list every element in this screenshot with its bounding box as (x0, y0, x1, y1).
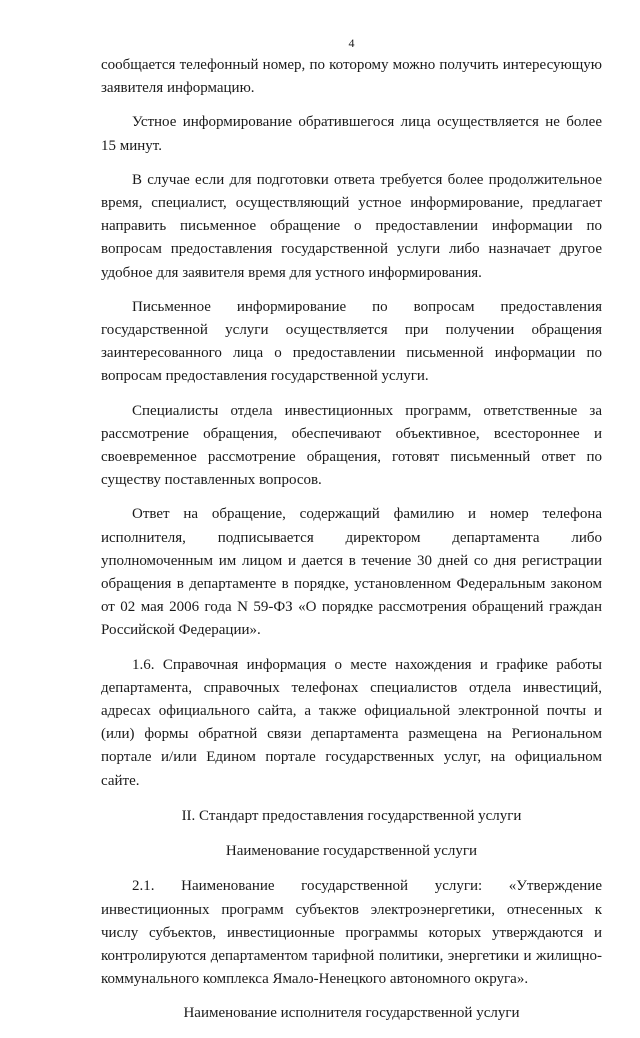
subheading-service-executor: Наименование исполнителя государственной услуги (183, 1005, 520, 1022)
document-body (101, 54, 602, 1038)
document-page (101, 0, 602, 1022)
section-2-title: II. Стандарт предоставления государственной услуги (181, 807, 522, 824)
paragraph-phone-info: сообщается телефонный номер, по которому можно получить интересующую заявителя информацию. (101, 57, 602, 97)
paragraph-longer-preparation: В случае если для подготовки ответа требуется более продолжительное время, специалист, осуществляющий устное информирование, предлагает направить письменное обращение о предоставлении информации по вопросам предоставления государственной услуги либо назначает другое удобное для заявителя время для устного информирования. (101, 171, 602, 281)
paragraph-specialists: Специалисты отдела инвестиционных программ, ответственные за рассмотрение обращения, обеспечивают объективное, всестороннее и своевременное рассмотрение обращения, готовят письменный ответ по существу поставленных вопросов. (101, 402, 602, 489)
paragraph-2-1-service-name: 2.1. Наименование государственной услуги: «Утверждение инвестиционных программ субъектов электроэнергетики, отнесенных к числу субъектов, инвестиционные программы которых утверждаются и контролируются департаментом тарифной политики, энергетики и жилищно-коммунального комплекса Ямало-Ненецкого автономного округа». (101, 878, 602, 988)
paragraph-oral-duration: Устное информирование обратившегося лица осуществляется не более 15 минут. (101, 114, 602, 154)
paragraph-1-6-reference-info: 1.6. Справочная информация о месте нахождения и графике работы департамента, справочных телефонах специалистов отдела инвестиций, адресах официального сайта, а также официальной электронной почты и (или) формы обратной связи департамента размещена на Региональном портале и/или Едином портале государственных услуг, на официальном сайте. (101, 656, 602, 789)
paragraph-written-informing: Письменное информирование по вопросам предоставления государственной услуги осуществляется при получении обращения заинтересованного лица о предоставлении письменной информации по вопросам предоставления государственной услуги. (101, 298, 602, 385)
paragraph-response: Ответ на обращение, содержащий фамилию и номер телефона исполнителя, подписывается директором департамента либо уполномоченным им лицом и дается в течение 30 дней со дня регистрации обращения в департаменте в порядке, установленном Федеральным законом от 02 мая 2006 года N 59-ФЗ «О порядке рассмотрения обращений граждан Российской Федерации». (101, 506, 602, 639)
subheading-service-name: Наименование государственной услуги (225, 843, 478, 860)
page-number: 4 (348, 36, 355, 50)
